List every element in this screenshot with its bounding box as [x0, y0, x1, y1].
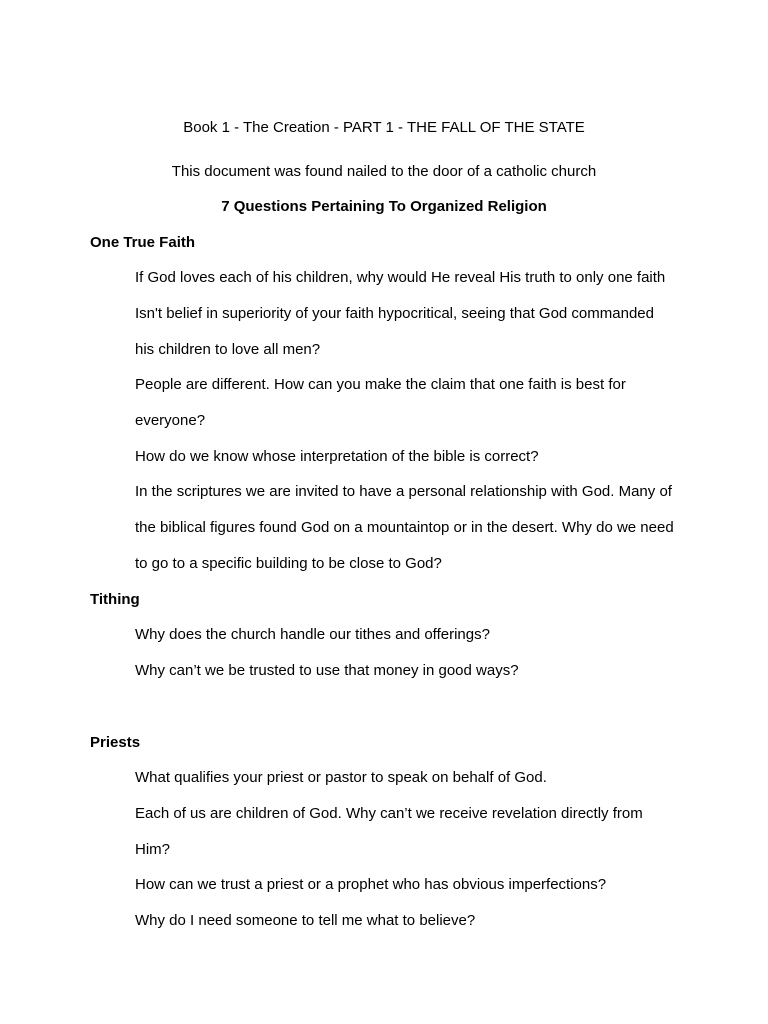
document-intro: This document was found nailed to the door of a catholic church: [171, 163, 597, 180]
section-heading-tithing: Tithing: [90, 591, 140, 608]
section-line: Him?: [135, 841, 171, 858]
section-heading-one-true-faith: One True Faith: [90, 234, 196, 251]
section-line: Why does the church handle our tithes and offerings?: [135, 626, 490, 643]
section-line: everyone?: [135, 412, 206, 429]
document-subtitle: 7 Questions Pertaining To Organized Religion: [221, 198, 547, 215]
section-line: If God loves each of his children, why would He reveal His truth to only one faith: [135, 269, 666, 286]
section-line: to go to a specific building to be close to God?: [135, 555, 442, 572]
section-line: the biblical figures found God on a mountaintop or in the desert. Why do we need: [135, 519, 674, 536]
section-line: Each of us are children of God. Why can’t we receive revelation directly from: [135, 805, 643, 822]
section-line: his children to love all men?: [135, 341, 321, 358]
section-line: How can we trust a priest or a prophet who has obvious imperfections?: [135, 876, 607, 893]
section-line: Why do I need someone to tell me what to believe?: [135, 912, 476, 929]
section-line: What qualifies your priest or pastor to speak on behalf of God.: [135, 769, 547, 786]
document-title: Book 1 - The Creation - PART 1 - THE FALL OF THE STATE: [183, 119, 585, 136]
section-line: People are different. How can you make the claim that one faith is best for: [135, 376, 626, 393]
section-line: How do we know whose interpretation of the bible is correct?: [135, 448, 539, 465]
section-line: Isn't belief in superiority of your faith hypocritical, seeing that God commanded: [135, 305, 654, 322]
section-heading-priests: Priests: [90, 734, 141, 751]
section-line: In the scriptures we are invited to have a personal relationship with God. Many of: [135, 483, 672, 500]
section-line: Why can’t we be trusted to use that money in good ways?: [135, 662, 519, 679]
